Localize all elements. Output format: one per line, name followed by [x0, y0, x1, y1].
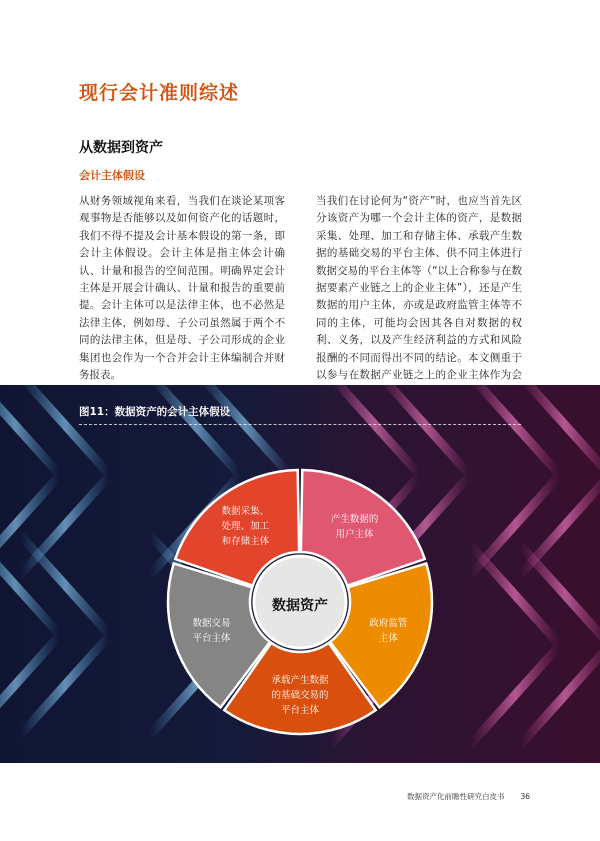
segment-label-line: 主体 [378, 632, 398, 644]
segment-label-line: 承载产生数据 [271, 674, 329, 686]
segment-label-line: 数据交易 [192, 617, 231, 629]
subsection-title: 会计主体假设 [79, 169, 145, 182]
page-title: 现行会计准则综述 [79, 82, 240, 104]
segment-label-line: 产生数据的 [330, 513, 379, 525]
segment-label-line: 政府监管 [369, 617, 408, 629]
figure-panel [0, 385, 600, 763]
segment-label-line: 的基础交易的 [271, 689, 329, 701]
segment-label-line: 平台主体 [280, 704, 319, 716]
figure-title: 图11：数据资产的会计主体假设 [79, 406, 231, 418]
left-column-text: 从财务领域视角来看，当我们在谈论某项客观事物是否能够以及如何资产化的话题时，我们不得不提及会计基本假设的第一条，即会计主体假设。会计主体是指主体会计确认、计量和报告的空间范围。明确界定会计主体是开展会计确认、计量和报告的重要前提。会计主体可以是法律主体，也不必然是法律主体，例如母、子公司虽然属于两个不同的法律主体，但是母、子公司形成的企业集团也会作为一个合并会计主体编制合并财务报表。 [79, 195, 285, 382]
segment-label-line: 数据采集、 [221, 506, 270, 518]
segment-label-1 [190, 504, 300, 549]
center-label: 数据资产 [272, 598, 328, 614]
segment-label-line: 用户主体 [335, 528, 374, 540]
page-number: 36 [520, 792, 531, 801]
segment-label-2 [300, 512, 410, 542]
segment-label-line: 处理、加工 [221, 521, 270, 533]
page-footer [407, 791, 530, 802]
segment-label-line: 平台主体 [192, 632, 231, 644]
segment-label-line: 和存储主体 [221, 536, 270, 548]
segment-label-5 [157, 616, 267, 646]
right-column-text: 当我们在讨论何为“资产”时，也应当首先区分该资产为哪一个会计主体的资产，是数据采集、处理、加工和存储主体、承载产生数据的基础交易的平台主体、供不同主体进行数据交易的平台主体等（“以上合称参与在数据要素产业链之上的企业主体”），还是产生数据的用户主体，亦或是政府监管主体等不同的主体，可能均会因其各自对数据的权利、义务，以及产生经济利益的方式和风险报酬的不同而得出不同的结论。本文侧重于以参与在数据产业链之上的企业主体作为会 [316, 195, 522, 382]
section-title: 从数据到资产 [79, 140, 163, 156]
segment-label-3 [333, 616, 443, 646]
segment-label-4 [245, 673, 355, 718]
footer-title: 数据资产化前瞻性研究白皮书 [407, 792, 505, 801]
